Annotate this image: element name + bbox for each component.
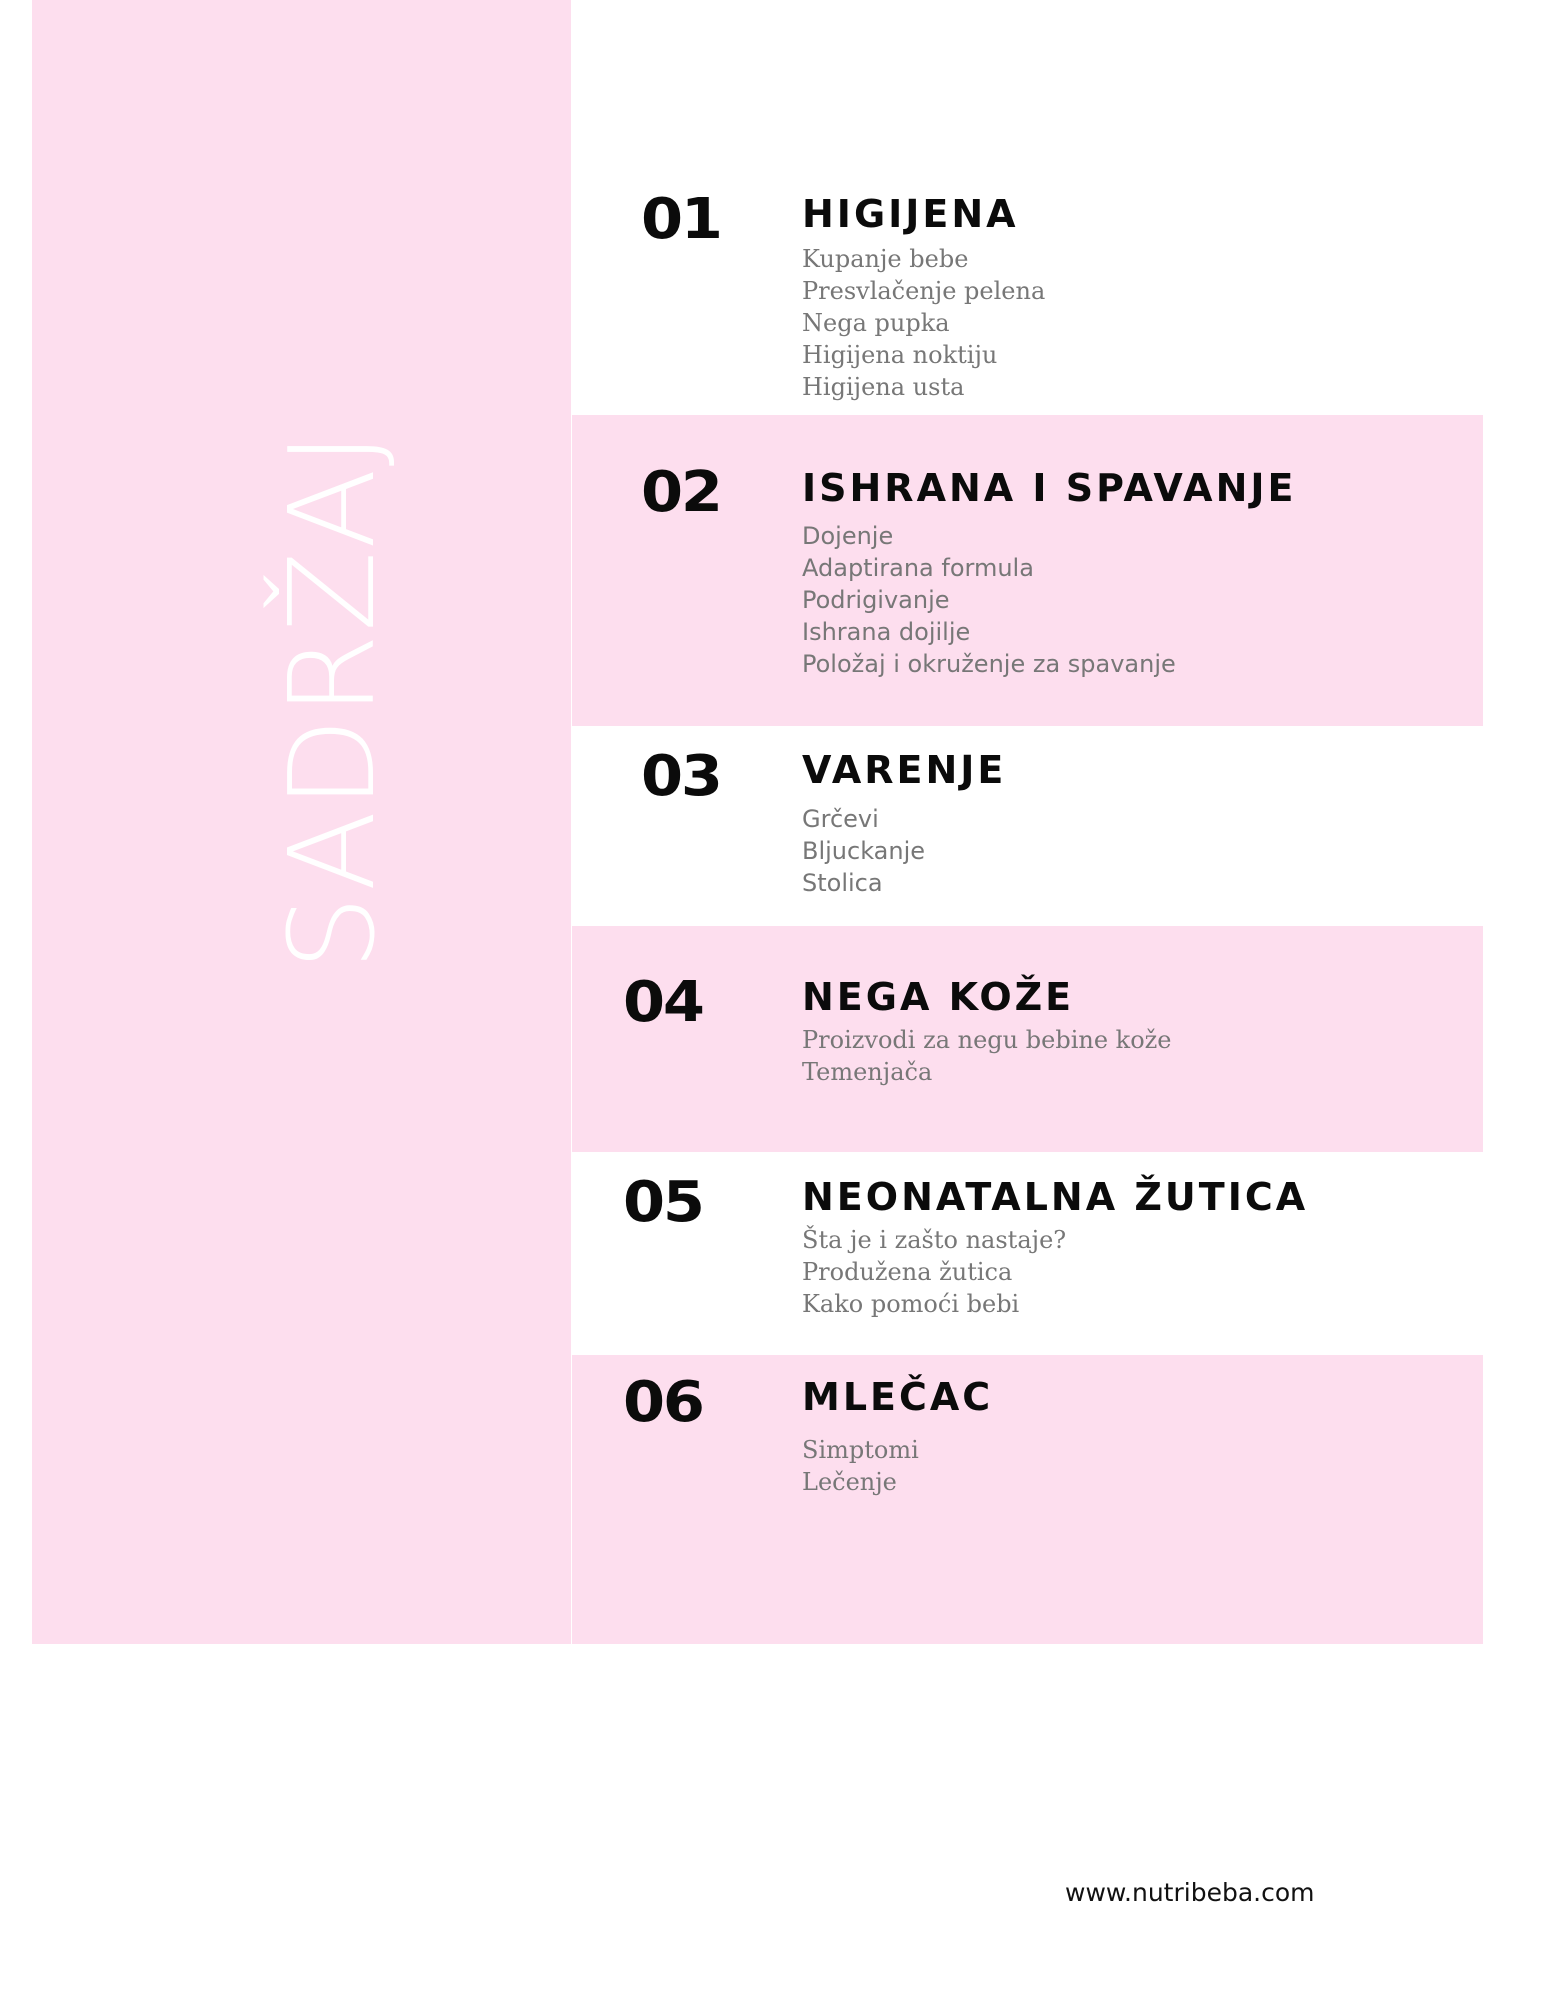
- section-title: VARENJE: [802, 748, 1007, 792]
- section-number: 01: [641, 187, 721, 252]
- list-item: Lečenje: [802, 1468, 897, 1496]
- section-items: [802, 1224, 1066, 1320]
- list-item: Podrigivanje: [802, 586, 950, 614]
- list-item: Bljuckanje: [802, 837, 926, 865]
- list-item: Stolica: [802, 869, 883, 897]
- list-item: Adaptirana formula: [802, 554, 1034, 582]
- section-title: MLEČAC: [802, 1375, 994, 1419]
- list-item: Položaj i okruženje za spavanje: [802, 650, 1176, 678]
- contents-title: SADRŽAJ: [263, 429, 401, 971]
- section-items: [802, 1434, 919, 1498]
- section-number: 05: [623, 1170, 703, 1235]
- website-url: www.nutribeba.com: [1065, 1878, 1315, 1907]
- list-item: Proizvodi za negu bebine kože: [802, 1026, 1172, 1054]
- section-items: [802, 243, 1045, 403]
- section-title: NEGA KOŽE: [802, 975, 1075, 1019]
- section-title: ISHRANA I SPAVANJE: [802, 466, 1297, 510]
- section-number: 02: [641, 460, 721, 525]
- list-item: Dojenje: [802, 522, 894, 550]
- list-item: Šta je i zašto nastaje?: [802, 1226, 1067, 1254]
- list-item: Ishrana dojilje: [802, 618, 971, 646]
- list-item: Produžena žutica: [802, 1258, 1013, 1286]
- section-items: [802, 803, 925, 899]
- list-item: Kako pomoći bebi: [802, 1290, 1020, 1318]
- list-item: Higijena usta: [802, 373, 965, 401]
- list-item: Grčevi: [802, 805, 879, 833]
- section-number: 03: [641, 744, 721, 809]
- list-item: Kupanje bebe: [802, 245, 969, 273]
- list-item: Higijena noktiju: [802, 341, 998, 369]
- list-item: Temenjača: [802, 1058, 933, 1086]
- section-number: 06: [623, 1370, 703, 1435]
- section-band-6: [572, 1355, 1483, 1644]
- section-title: HIGIJENA: [802, 192, 1019, 236]
- list-item: Presvlačenje pelena: [802, 277, 1046, 305]
- section-items: [802, 520, 1176, 680]
- sidebar-panel: [32, 0, 571, 1644]
- section-title: NEONATALNA ŽUTICA: [802, 1175, 1309, 1219]
- section-number: 04: [623, 970, 703, 1035]
- list-item: Nega pupka: [802, 309, 950, 337]
- list-item: Simptomi: [802, 1436, 919, 1464]
- section-items: [802, 1024, 1172, 1088]
